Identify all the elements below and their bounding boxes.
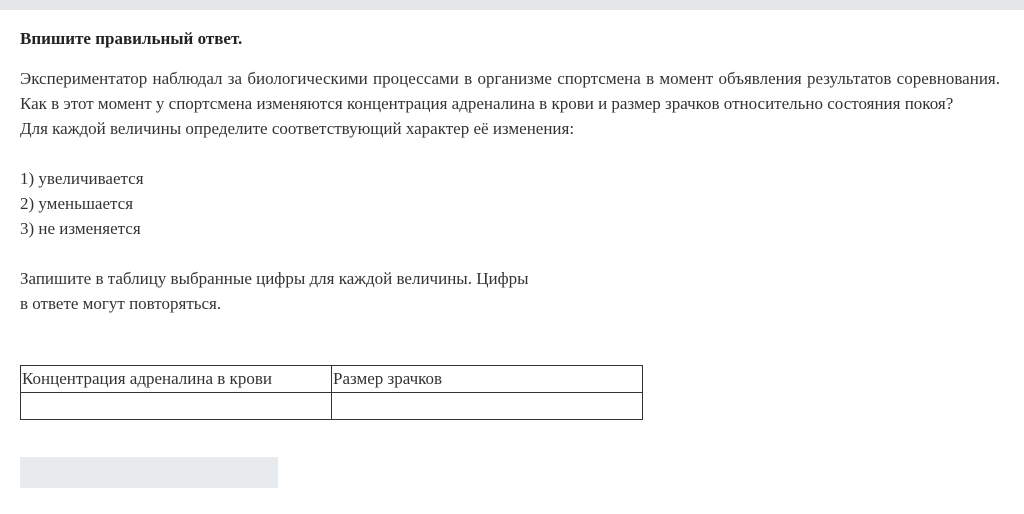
table-answer-adrenaline-cell[interactable] xyxy=(21,393,332,420)
table-header-pupils: Размер зрачков xyxy=(332,366,643,393)
answer-input[interactable] xyxy=(20,457,278,488)
spacer xyxy=(20,141,1000,166)
options-list xyxy=(20,166,1000,241)
instruction-text: Для каждой величины определите соответствующий характер её изменения: xyxy=(20,119,575,138)
option-3: 3) не изменяется xyxy=(20,219,141,238)
question-text: Экспериментатор наблюдал за биологическими процессами в организме спортсмена в момент объявления результатов соревнования. Как в этот момент у спортсмена изменяются концентрация адреналина в крови и размер зрачков относительно состояния покоя? xyxy=(20,69,1000,113)
note-line-2: в ответе могут повторяться. xyxy=(20,294,222,313)
option-2: 2) уменьшается xyxy=(20,194,134,213)
answer-table xyxy=(20,365,643,420)
table-answer-row xyxy=(21,393,643,420)
note-line-1: Запишите в таблицу выбранные цифры для каждой величины. Цифры xyxy=(20,269,529,288)
spacer xyxy=(20,241,1000,266)
top-bar xyxy=(0,0,1024,10)
task-content xyxy=(20,26,1000,316)
option-1: 1) увеличивается xyxy=(20,169,144,188)
table-header-row xyxy=(21,366,643,393)
table-header-adrenaline: Концентрация адреналина в крови xyxy=(21,366,332,393)
table-answer-pupils-cell[interactable] xyxy=(332,393,643,420)
task-heading: Впишите правильный ответ. xyxy=(20,29,243,48)
